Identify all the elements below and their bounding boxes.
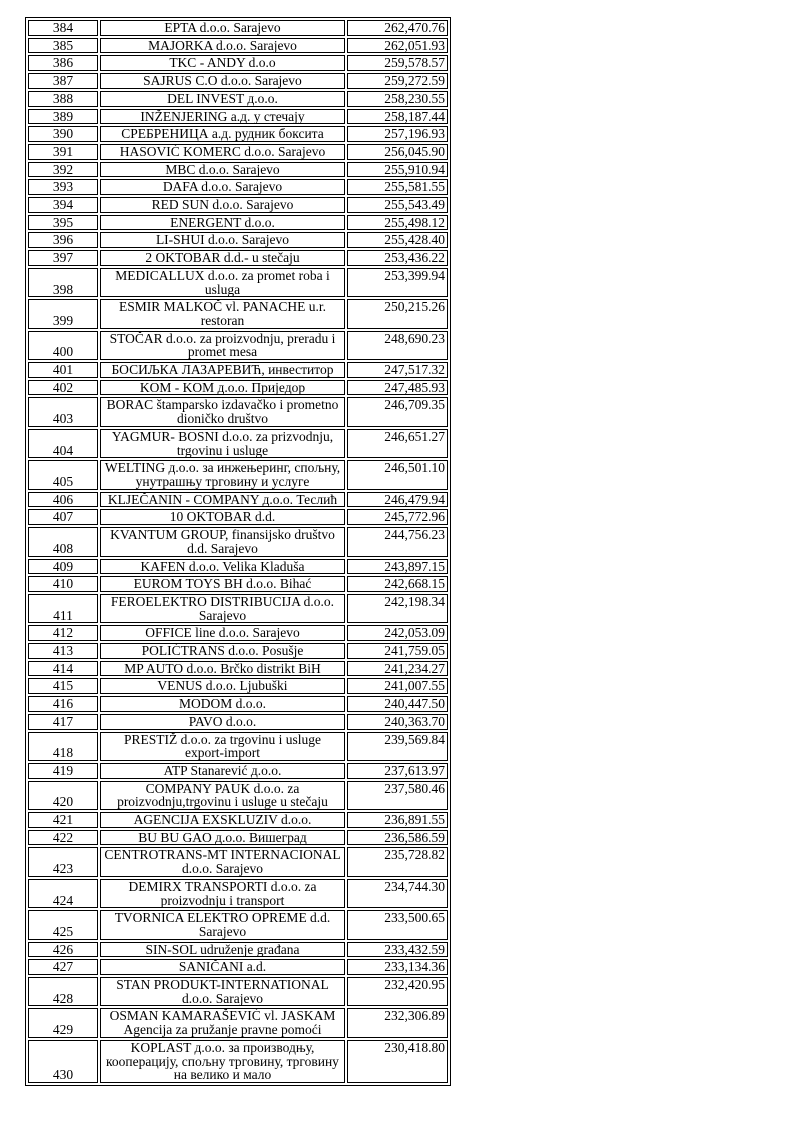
table-row <box>28 509 448 525</box>
amount-cell: 233,432.59 <box>347 942 448 958</box>
table-row <box>28 879 448 908</box>
table-row <box>28 38 448 54</box>
amount-cell: 241,234.27 <box>347 661 448 677</box>
table-row <box>28 250 448 266</box>
company-name-cell: WELTING д.о.о. за инжењеринг, спољну, унутрашњу трговину и услуге <box>100 460 345 489</box>
amount-cell: 237,613.97 <box>347 763 448 779</box>
table-row <box>28 460 448 489</box>
table-row <box>28 763 448 779</box>
company-name-cell: MP AUTO d.o.o. Brčko distrikt BiH <box>100 661 345 677</box>
company-name-cell: HASOVIĆ KOMERC d.o.o. Sarajevo <box>100 144 345 160</box>
amount-cell: 262,051.93 <box>347 38 448 54</box>
company-ranking-table <box>25 17 451 1086</box>
company-name-cell: KAFEN d.o.o. Velika Kladuša <box>100 559 345 575</box>
row-number-cell: 412 <box>28 625 98 641</box>
company-name-cell: DEMIRX TRANSPORTI d.o.o. za proizvodnju i transport <box>100 879 345 908</box>
amount-cell: 235,728.82 <box>347 847 448 876</box>
table-row <box>28 812 448 828</box>
table-row <box>28 144 448 160</box>
company-name-cell: AGENCIJA EXSKLUZIV d.o.o. <box>100 812 345 828</box>
amount-cell: 233,134.36 <box>347 959 448 975</box>
row-number-cell: 430 <box>28 1040 98 1083</box>
table-row <box>28 910 448 939</box>
company-name-cell: BU BU GAO д.о.о. Вишеград <box>100 830 345 846</box>
company-name-cell: DEL INVEST д.о.о. <box>100 91 345 107</box>
company-name-cell: OFFICE line d.o.o. Sarajevo <box>100 625 345 641</box>
table-row <box>28 977 448 1006</box>
table-row <box>28 179 448 195</box>
row-number-cell: 390 <box>28 126 98 142</box>
table-row <box>28 678 448 694</box>
row-number-cell: 406 <box>28 492 98 508</box>
company-name-cell: RED SUN d.o.o. Sarajevo <box>100 197 345 213</box>
table-row <box>28 215 448 231</box>
table-row <box>28 1040 448 1083</box>
company-name-cell: TVORNICA ELEKTRO OPREME d.d. Sarajevo <box>100 910 345 939</box>
row-number-cell: 402 <box>28 380 98 396</box>
row-number-cell: 396 <box>28 232 98 248</box>
company-name-cell: MEDICALLUX d.o.o. za promet roba i usluga <box>100 268 345 297</box>
row-number-cell: 394 <box>28 197 98 213</box>
row-number-cell: 389 <box>28 109 98 125</box>
table-row <box>28 232 448 248</box>
row-number-cell: 414 <box>28 661 98 677</box>
company-name-cell: СРЕБРЕНИЦА а.д. рудник боксита <box>100 126 345 142</box>
company-name-cell: 2 OKTOBAR d.d.- u stečaju <box>100 250 345 266</box>
amount-cell: 230,418.80 <box>347 1040 448 1083</box>
amount-cell: 259,272.59 <box>347 73 448 89</box>
company-name-cell: DAFA d.o.o. Sarajevo <box>100 179 345 195</box>
table-row <box>28 492 448 508</box>
company-name-cell: PAVO d.o.o. <box>100 714 345 730</box>
table-row <box>28 20 448 36</box>
company-name-cell: COMPANY PAUK d.o.o. za proizvodnju,trgovinu i usluge u stečaju <box>100 781 345 810</box>
company-name-cell: TKC - ANDY d.o.o <box>100 55 345 71</box>
row-number-cell: 395 <box>28 215 98 231</box>
amount-cell: 240,363.70 <box>347 714 448 730</box>
table-row <box>28 643 448 659</box>
amount-cell: 248,690.23 <box>347 331 448 360</box>
row-number-cell: 428 <box>28 977 98 1006</box>
row-number-cell: 423 <box>28 847 98 876</box>
row-number-cell: 422 <box>28 830 98 846</box>
row-number-cell: 427 <box>28 959 98 975</box>
company-name-cell: LI-SHUI d.o.o. Sarajevo <box>100 232 345 248</box>
row-number-cell: 420 <box>28 781 98 810</box>
amount-cell: 256,045.90 <box>347 144 448 160</box>
amount-cell: 234,744.30 <box>347 879 448 908</box>
table-row <box>28 959 448 975</box>
row-number-cell: 403 <box>28 397 98 426</box>
company-name-cell: EPTA d.o.o. Sarajevo <box>100 20 345 36</box>
company-name-cell: EUROM TOYS BH d.o.o. Bihać <box>100 576 345 592</box>
amount-cell: 255,543.49 <box>347 197 448 213</box>
amount-cell: 233,500.65 <box>347 910 448 939</box>
amount-cell: 242,668.15 <box>347 576 448 592</box>
row-number-cell: 401 <box>28 362 98 378</box>
company-name-cell: OSMAN KAMARAŠEVIĆ vl. JASKAM Agencija za pružanje pravne pomoći <box>100 1008 345 1037</box>
company-name-cell: BORAC štamparsko izdavačko i prometno dioničko društvo <box>100 397 345 426</box>
row-number-cell: 384 <box>28 20 98 36</box>
table-row <box>28 362 448 378</box>
amount-cell: 240,447.50 <box>347 696 448 712</box>
row-number-cell: 386 <box>28 55 98 71</box>
table-row <box>28 268 448 297</box>
amount-cell: 237,580.46 <box>347 781 448 810</box>
row-number-cell: 424 <box>28 879 98 908</box>
row-number-cell: 385 <box>28 38 98 54</box>
row-number-cell: 418 <box>28 732 98 761</box>
amount-cell: 255,581.55 <box>347 179 448 195</box>
amount-cell: 246,479.94 <box>347 492 448 508</box>
amount-cell: 247,485.93 <box>347 380 448 396</box>
amount-cell: 232,420.95 <box>347 977 448 1006</box>
table-row <box>28 1008 448 1037</box>
amount-cell: 247,517.32 <box>347 362 448 378</box>
row-number-cell: 387 <box>28 73 98 89</box>
amount-cell: 258,187.44 <box>347 109 448 125</box>
company-name-cell: ESMIR MALKOČ vl. PANACHE u.r. restoran <box>100 299 345 328</box>
table-row <box>28 397 448 426</box>
row-number-cell: 415 <box>28 678 98 694</box>
company-name-cell: SIN-SOL udruženje građana <box>100 942 345 958</box>
row-number-cell: 400 <box>28 331 98 360</box>
row-number-cell: 410 <box>28 576 98 592</box>
table-row <box>28 559 448 575</box>
table-row <box>28 781 448 810</box>
amount-cell: 257,196.93 <box>347 126 448 142</box>
row-number-cell: 399 <box>28 299 98 328</box>
row-number-cell: 429 <box>28 1008 98 1037</box>
amount-cell: 236,586.59 <box>347 830 448 846</box>
company-name-cell: PRESTIŽ d.o.o. za trgovinu i usluge export-import <box>100 732 345 761</box>
row-number-cell: 388 <box>28 91 98 107</box>
table-row <box>28 696 448 712</box>
company-name-cell: KVANTUM GROUP, finansijsko društvo d.d. Sarajevo <box>100 527 345 556</box>
company-name-cell: БОСИЉКА ЛАЗАРЕВИЋ, инвеститор <box>100 362 345 378</box>
amount-cell: 242,053.09 <box>347 625 448 641</box>
company-name-cell: KOM - KOM д.о.о. Приједор <box>100 380 345 396</box>
row-number-cell: 421 <box>28 812 98 828</box>
amount-cell: 236,891.55 <box>347 812 448 828</box>
row-number-cell: 426 <box>28 942 98 958</box>
amount-cell: 255,428.40 <box>347 232 448 248</box>
company-name-cell: ATP Stanarević д.о.о. <box>100 763 345 779</box>
table-row <box>28 73 448 89</box>
amount-cell: 239,569.84 <box>347 732 448 761</box>
company-name-cell: CENTROTRANS-MT INTERNACIONAL d.o.o. Sarajevo <box>100 847 345 876</box>
table-row <box>28 55 448 71</box>
row-number-cell: 404 <box>28 429 98 458</box>
table-row <box>28 380 448 396</box>
row-number-cell: 417 <box>28 714 98 730</box>
amount-cell: 245,772.96 <box>347 509 448 525</box>
amount-cell: 242,198.34 <box>347 594 448 623</box>
table-row <box>28 714 448 730</box>
company-name-cell: MODOM d.o.o. <box>100 696 345 712</box>
table-row <box>28 942 448 958</box>
row-number-cell: 408 <box>28 527 98 556</box>
row-number-cell: 393 <box>28 179 98 195</box>
amount-cell: 246,501.10 <box>347 460 448 489</box>
company-name-cell: MAJORKA d.o.o. Sarajevo <box>100 38 345 54</box>
row-number-cell: 416 <box>28 696 98 712</box>
table-row <box>28 830 448 846</box>
table-row <box>28 331 448 360</box>
table-row <box>28 576 448 592</box>
amount-cell: 241,007.55 <box>347 678 448 694</box>
row-number-cell: 397 <box>28 250 98 266</box>
amount-cell: 246,709.35 <box>347 397 448 426</box>
table-row <box>28 197 448 213</box>
table-row <box>28 126 448 142</box>
amount-cell: 232,306.89 <box>347 1008 448 1037</box>
row-number-cell: 391 <box>28 144 98 160</box>
row-number-cell: 411 <box>28 594 98 623</box>
amount-cell: 250,215.26 <box>347 299 448 328</box>
table-row <box>28 594 448 623</box>
table-row <box>28 109 448 125</box>
company-name-cell: KOPLAST д.о.о. за производњу, кооперацију, спољну трговину, трговину на велико и мало <box>100 1040 345 1083</box>
table-row <box>28 429 448 458</box>
amount-cell: 262,470.76 <box>347 20 448 36</box>
table-row <box>28 847 448 876</box>
amount-cell: 253,436.22 <box>347 250 448 266</box>
company-name-cell: 10 OKTOBAR d.d. <box>100 509 345 525</box>
amount-cell: 259,578.57 <box>347 55 448 71</box>
amount-cell: 255,498.12 <box>347 215 448 231</box>
table-row <box>28 661 448 677</box>
company-name-cell: SANIČANI a.d. <box>100 959 345 975</box>
company-name-cell: SAJRUS C.O d.o.o. Sarajevo <box>100 73 345 89</box>
company-name-cell: MBC d.o.o. Sarajevo <box>100 162 345 178</box>
table-body <box>28 20 448 1083</box>
company-name-cell: ENERGENT d.o.o. <box>100 215 345 231</box>
table-row <box>28 299 448 328</box>
company-name-cell: YAGMUR- BOSNI d.o.o. za prizvodnju, trgovinu i usluge <box>100 429 345 458</box>
row-number-cell: 392 <box>28 162 98 178</box>
row-number-cell: 407 <box>28 509 98 525</box>
table-row <box>28 91 448 107</box>
table-row <box>28 162 448 178</box>
amount-cell: 243,897.15 <box>347 559 448 575</box>
amount-cell: 246,651.27 <box>347 429 448 458</box>
table-row <box>28 625 448 641</box>
company-name-cell: KLJEČANIN - COMPANY д.о.о. Теслић <box>100 492 345 508</box>
row-number-cell: 413 <box>28 643 98 659</box>
company-name-cell: FEROELEKTRO DISTRIBUCIJA d.o.o. Sarajevo <box>100 594 345 623</box>
company-name-cell: STAN PRODUKT-INTERNATIONAL d.o.o. Sarajevo <box>100 977 345 1006</box>
amount-cell: 253,399.94 <box>347 268 448 297</box>
row-number-cell: 409 <box>28 559 98 575</box>
company-name-cell: VENUS d.o.o. Ljubuški <box>100 678 345 694</box>
company-name-cell: INŽENJERING а.д. у стечају <box>100 109 345 125</box>
amount-cell: 244,756.23 <box>347 527 448 556</box>
amount-cell: 241,759.05 <box>347 643 448 659</box>
amount-cell: 258,230.55 <box>347 91 448 107</box>
company-name-cell: STOČAR d.o.o. za proizvodnju, preradu i promet mesa <box>100 331 345 360</box>
row-number-cell: 398 <box>28 268 98 297</box>
table-row <box>28 732 448 761</box>
company-name-cell: POLIĆTRANS d.o.o. Posušje <box>100 643 345 659</box>
table-row <box>28 527 448 556</box>
row-number-cell: 419 <box>28 763 98 779</box>
row-number-cell: 425 <box>28 910 98 939</box>
row-number-cell: 405 <box>28 460 98 489</box>
amount-cell: 255,910.94 <box>347 162 448 178</box>
